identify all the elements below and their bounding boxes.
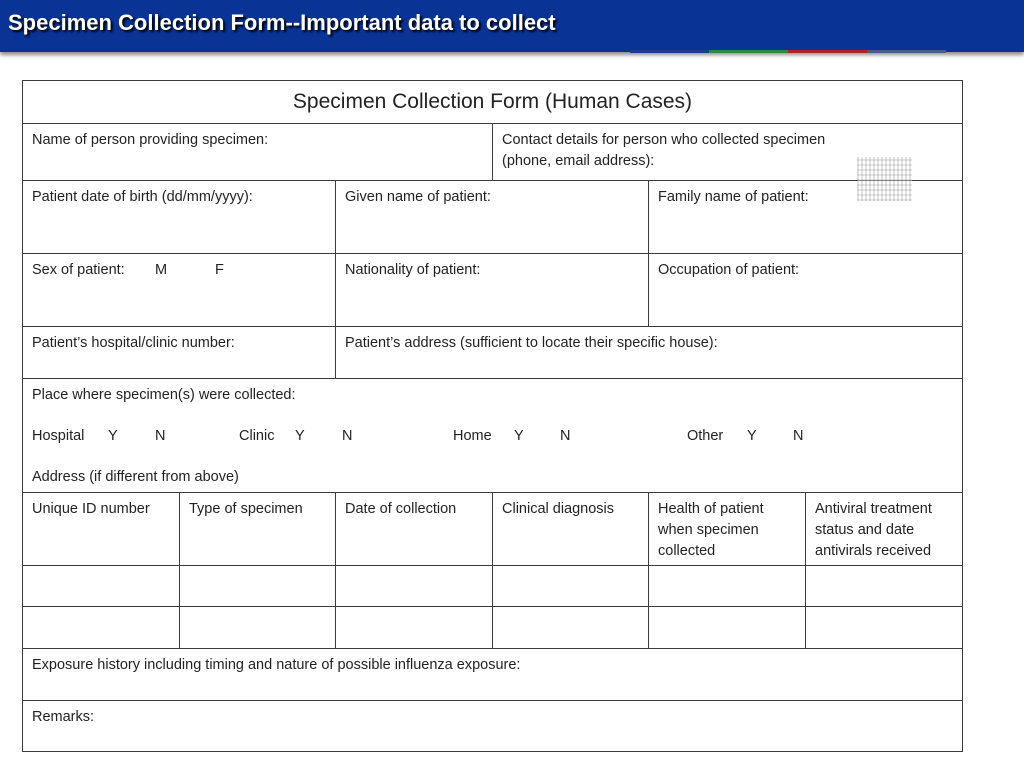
alt-address-label: Address (if different from above) <box>32 469 239 485</box>
table-cell[interactable] <box>180 566 336 607</box>
faded-qr-code-image <box>857 157 912 201</box>
form-title: Specimen Collection Form (Human Cases) <box>23 81 962 124</box>
accent-stripe-3 <box>788 50 867 53</box>
place-hospital-yes[interactable]: Y <box>108 428 118 444</box>
col-header-clinical-diagnosis: Clinical diagnosis <box>493 493 649 566</box>
place-home-label: Home <box>453 428 492 444</box>
place-clinic-no[interactable]: N <box>342 428 353 444</box>
sex-label: Sex of patient: <box>32 262 125 278</box>
dob-field[interactable]: Patient date of birth (dd/mm/yyyy): <box>23 181 336 254</box>
accent-stripe-1 <box>630 50 709 53</box>
col-header-unique-id: Unique ID number <box>23 493 180 566</box>
table-cell[interactable] <box>493 566 649 607</box>
sex-option-female[interactable]: F <box>215 262 224 278</box>
accent-stripe-2 <box>709 50 788 53</box>
specimen-form <box>22 80 963 752</box>
table-cell[interactable] <box>649 566 806 607</box>
name-provider-field[interactable]: Name of person providing specimen: <box>23 124 493 181</box>
remarks-field[interactable]: Remarks: <box>32 709 95 725</box>
table-cell[interactable] <box>649 607 806 649</box>
place-other-label: Other <box>687 428 724 444</box>
collector-contact-field[interactable]: Contact details for person who collected specimen (phone, email address): <box>493 124 962 181</box>
table-cell[interactable] <box>336 607 493 649</box>
header-bar <box>0 0 1024 52</box>
collection-place-section <box>23 379 962 493</box>
place-home-yes[interactable]: Y <box>514 428 524 444</box>
collection-place-label: Place where specimen(s) were collected: <box>32 387 296 403</box>
page-title: Specimen Collection Form--Important data to collect <box>8 10 556 35</box>
sex-option-male[interactable]: M <box>155 262 168 278</box>
table-cell[interactable] <box>180 607 336 649</box>
table-cell[interactable] <box>493 607 649 649</box>
place-other-yes[interactable]: Y <box>747 428 757 444</box>
occupation-field[interactable]: Occupation of patient: <box>649 254 962 327</box>
accent-stripe-4 <box>867 50 946 53</box>
given-name-field[interactable]: Given name of patient: <box>336 181 649 254</box>
table-cell[interactable] <box>23 566 180 607</box>
hospital-number-field[interactable]: Patient’s hospital/clinic number: <box>23 327 336 379</box>
place-hospital-label: Hospital <box>32 428 85 444</box>
sex-field[interactable] <box>23 254 336 327</box>
nationality-field[interactable]: Nationality of patient: <box>336 254 649 327</box>
col-header-collection-date: Date of collection <box>336 493 493 566</box>
exposure-history-field[interactable]: Exposure history including timing and nature of possible influenza exposure: <box>23 649 962 701</box>
table-cell[interactable] <box>806 607 962 649</box>
table-cell[interactable] <box>336 566 493 607</box>
place-clinic-label: Clinic <box>239 428 275 444</box>
table-cell[interactable] <box>806 566 962 607</box>
address-field[interactable]: Patient’s address (sufficient to locate their specific house): <box>336 327 962 379</box>
accent-stripes <box>630 50 946 53</box>
place-home-no[interactable]: N <box>560 428 571 444</box>
col-header-patient-health: Health of patient when specimen collected <box>649 493 806 566</box>
place-other-no[interactable]: N <box>793 428 804 444</box>
table-cell[interactable] <box>23 607 180 649</box>
place-hospital-no[interactable]: N <box>155 428 166 444</box>
place-clinic-yes[interactable]: Y <box>295 428 305 444</box>
col-header-specimen-type: Type of specimen <box>180 493 336 566</box>
family-name-field[interactable]: Family name of patient: <box>649 181 962 254</box>
col-header-antiviral-status: Antiviral treatment status and date antivirals received <box>806 493 962 566</box>
